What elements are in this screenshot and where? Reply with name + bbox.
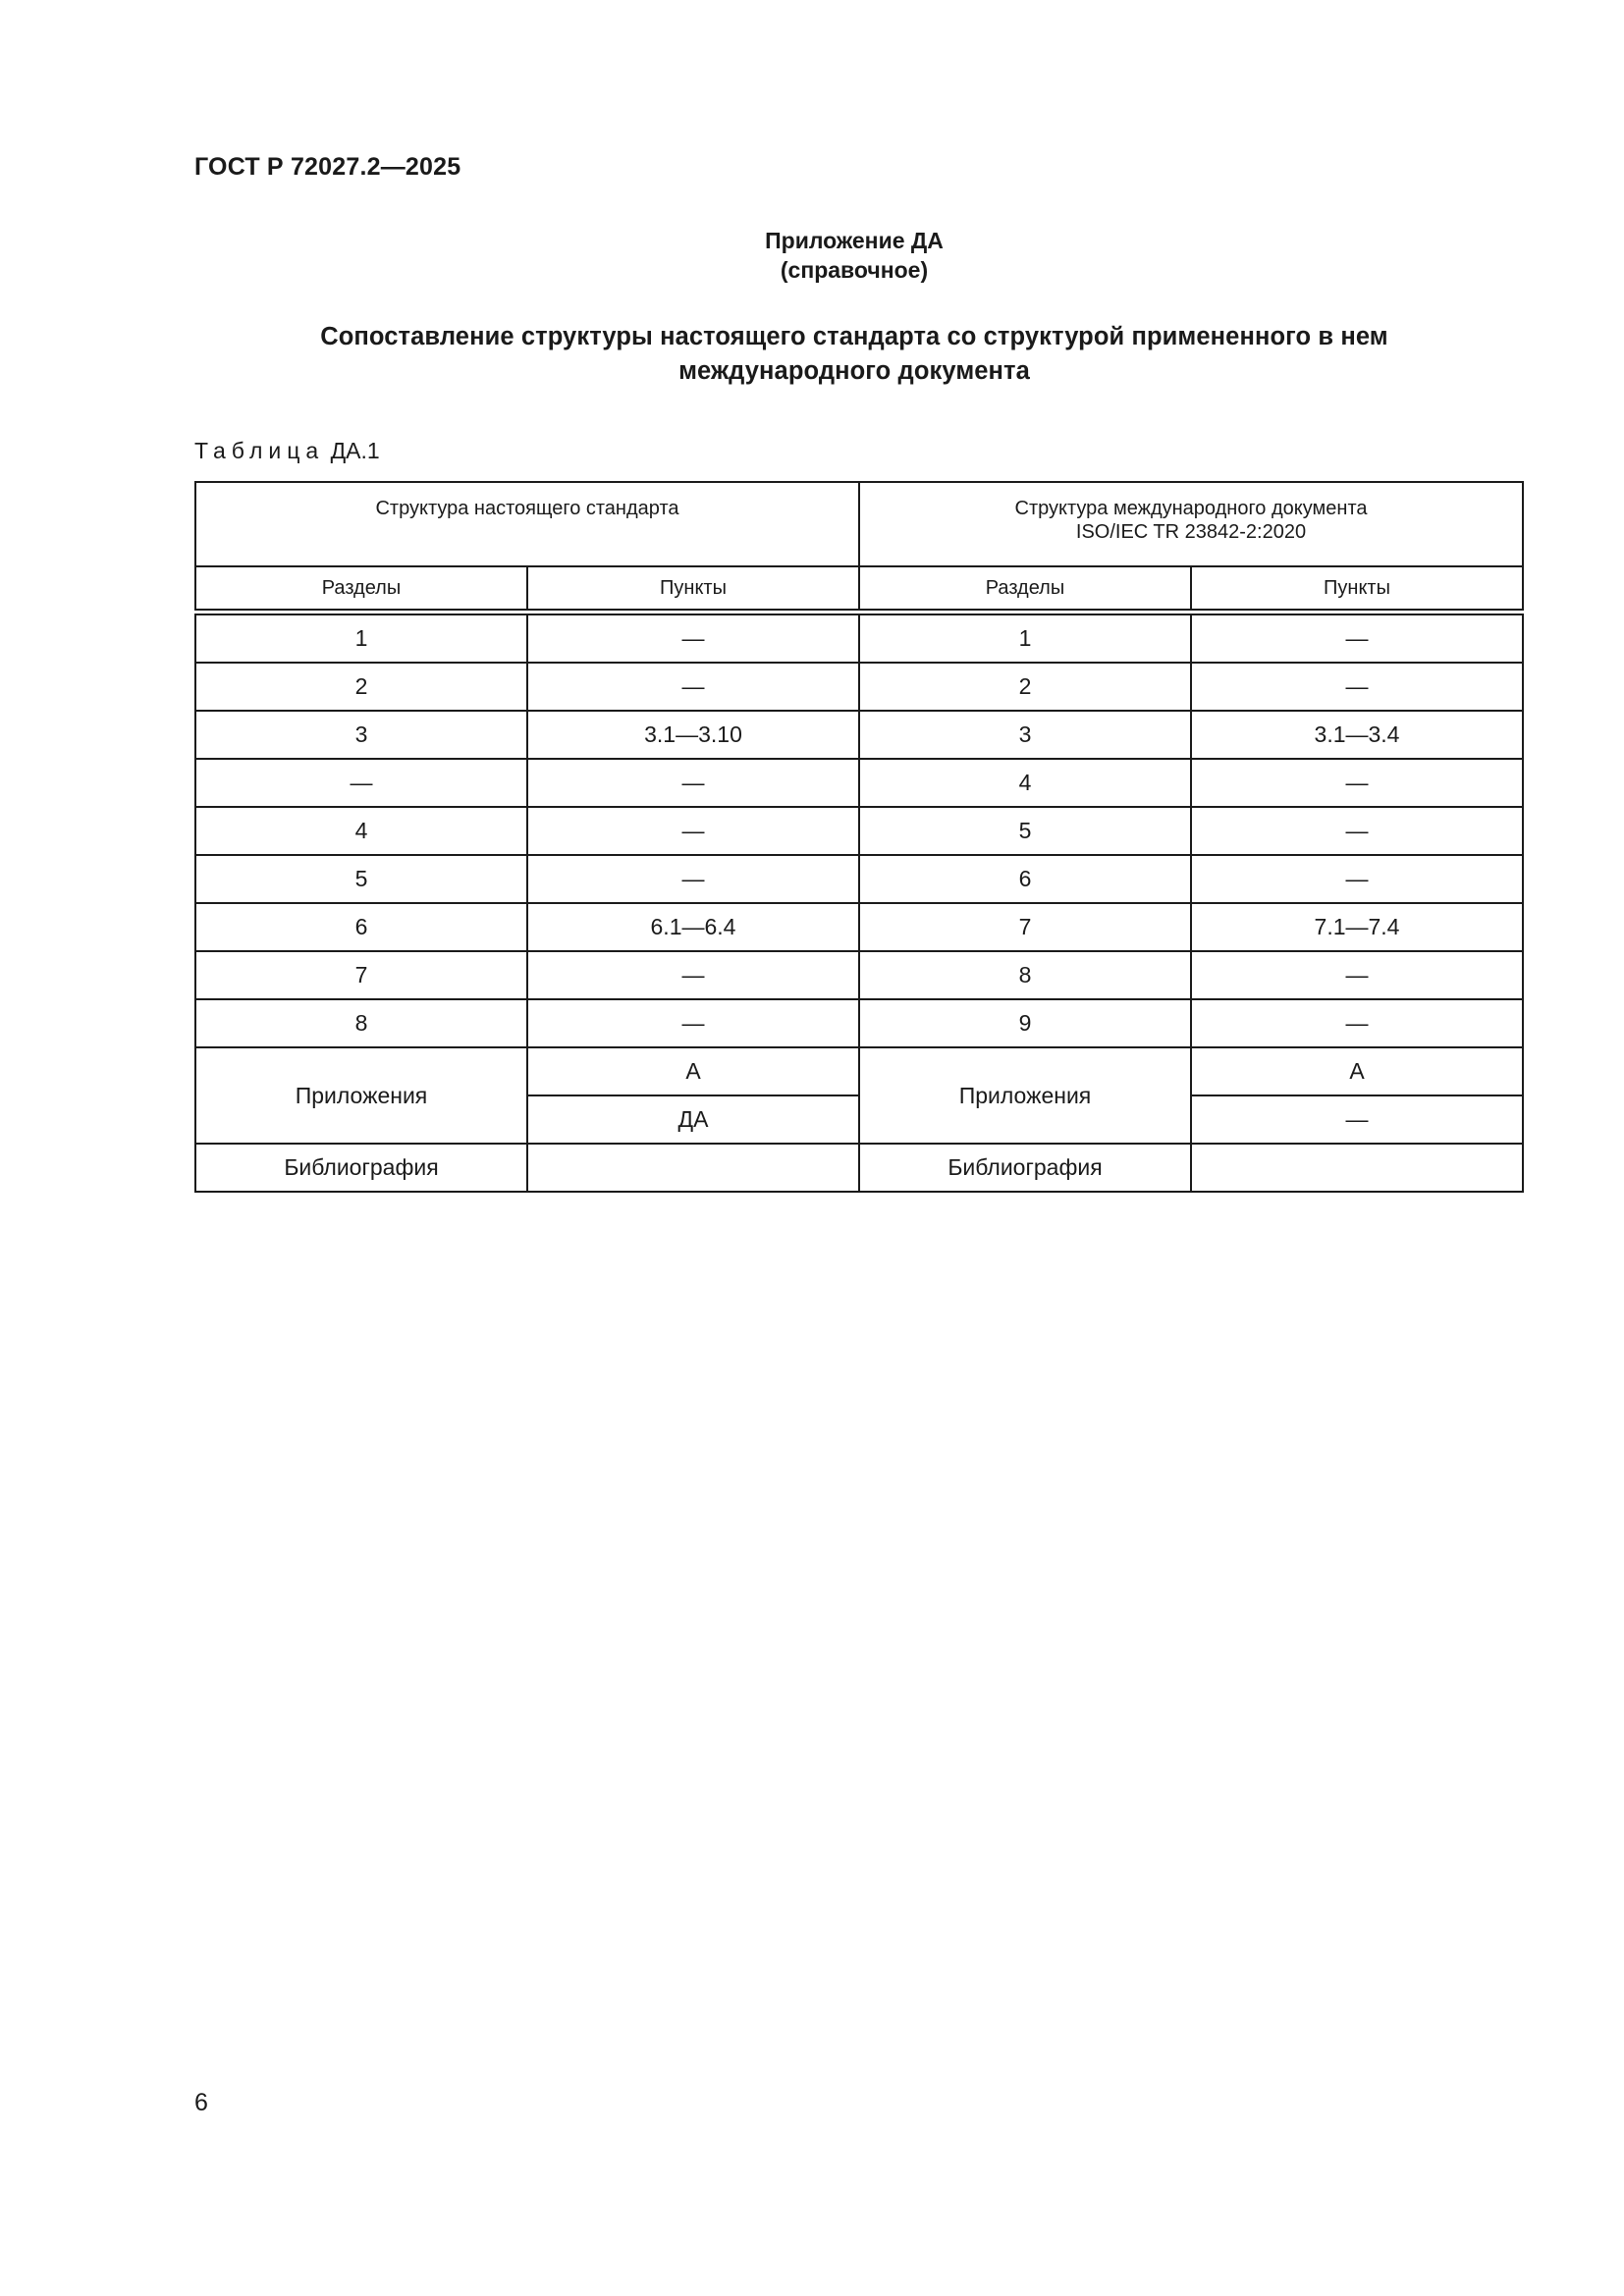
table-cell: 2	[859, 663, 1191, 711]
annex-title: Приложение ДА	[765, 228, 944, 253]
table-cell: 3	[195, 711, 527, 759]
table-caption-word: Таблица	[194, 438, 325, 463]
table-cell: —	[1191, 663, 1523, 711]
appendices-label-left: Приложения	[195, 1047, 527, 1144]
table-row	[195, 807, 1523, 855]
table-cell: 6	[195, 903, 527, 951]
table-cell: 6.1—6.4	[527, 903, 859, 951]
main-title-line-1: Сопоставление структуры настоящего стандарта со структурой примененного в нем	[320, 323, 1388, 350]
bibliography-row	[195, 1144, 1523, 1192]
table-cell: —	[527, 855, 859, 903]
table-cell: —	[527, 807, 859, 855]
table-cell: 1	[859, 613, 1191, 664]
bibliography-value-right	[1191, 1144, 1523, 1192]
table-cell: 4	[195, 807, 527, 855]
table-row	[195, 759, 1523, 807]
table-cell: —	[1191, 807, 1523, 855]
bibliography-label-right: Библиография	[859, 1144, 1191, 1192]
table-row	[195, 855, 1523, 903]
document-code: ГОСТ Р 72027.2—2025	[194, 153, 461, 181]
table-row	[195, 903, 1523, 951]
subheader-sections-right: Разделы	[859, 566, 1191, 613]
table-cell: —	[527, 999, 859, 1047]
subheader-sections-left: Разделы	[195, 566, 527, 613]
table-row	[195, 999, 1523, 1047]
main-title-line-2: международного документа	[678, 357, 1030, 385]
page-number: 6	[194, 2089, 208, 2116]
appendix-left-item-1: А	[527, 1047, 859, 1095]
header-international-document	[859, 482, 1523, 566]
table-cell: —	[1191, 613, 1523, 664]
table-cell: —	[527, 951, 859, 999]
table-cell: —	[195, 759, 527, 807]
header-international-line-1: Структура международного документа	[1014, 498, 1368, 519]
appendix-left-item-2: ДА	[527, 1095, 859, 1144]
comparison-table	[194, 481, 1524, 1193]
comparison-table-wrapper	[194, 481, 1522, 1193]
appendices-row-1	[195, 1047, 1523, 1095]
table-sub-header-row	[195, 566, 1523, 613]
table-cell: 3	[859, 711, 1191, 759]
table-cell: —	[527, 759, 859, 807]
table-cell: —	[527, 613, 859, 664]
annex-subtitle: (справочное)	[780, 257, 929, 283]
table-cell: —	[1191, 999, 1523, 1047]
table-cell: 3.1—3.10	[527, 711, 859, 759]
table-cell: 1	[195, 613, 527, 664]
appendices-label-right: Приложения	[859, 1047, 1191, 1144]
table-cell: 8	[859, 951, 1191, 999]
table-row	[195, 613, 1523, 664]
table-caption	[194, 438, 380, 464]
table-cell: 9	[859, 999, 1191, 1047]
table-cell: —	[527, 663, 859, 711]
subheader-points-left: Пункты	[527, 566, 859, 613]
bibliography-label-left: Библиография	[195, 1144, 527, 1192]
bibliography-value-left	[527, 1144, 859, 1192]
table-caption-number: ДА.1	[330, 438, 380, 463]
table-cell: —	[1191, 951, 1523, 999]
table-cell: —	[1191, 759, 1523, 807]
appendix-right-item-2: —	[1191, 1095, 1523, 1144]
table-cell: 4	[859, 759, 1191, 807]
table-cell: 7	[859, 903, 1191, 951]
table-row	[195, 951, 1523, 999]
table-cell: 5	[859, 807, 1191, 855]
table-cell: 2	[195, 663, 527, 711]
header-this-standard: Структура настоящего стандарта	[195, 482, 859, 566]
table-row	[195, 663, 1523, 711]
appendix-right-item-1: А	[1191, 1047, 1523, 1095]
annex-main-title	[226, 320, 1483, 389]
table-cell: 3.1—3.4	[1191, 711, 1523, 759]
table-cell: —	[1191, 855, 1523, 903]
header-international-line-2: ISO/IEC TR 23842-2:2020	[1075, 521, 1307, 543]
table-row	[195, 711, 1523, 759]
table-cell: 7	[195, 951, 527, 999]
table-cell: 6	[859, 855, 1191, 903]
table-group-header-row	[195, 482, 1523, 566]
subheader-points-right: Пункты	[1191, 566, 1523, 613]
table-cell: 5	[195, 855, 527, 903]
table-cell: 7.1—7.4	[1191, 903, 1523, 951]
table-cell: 8	[195, 999, 527, 1047]
